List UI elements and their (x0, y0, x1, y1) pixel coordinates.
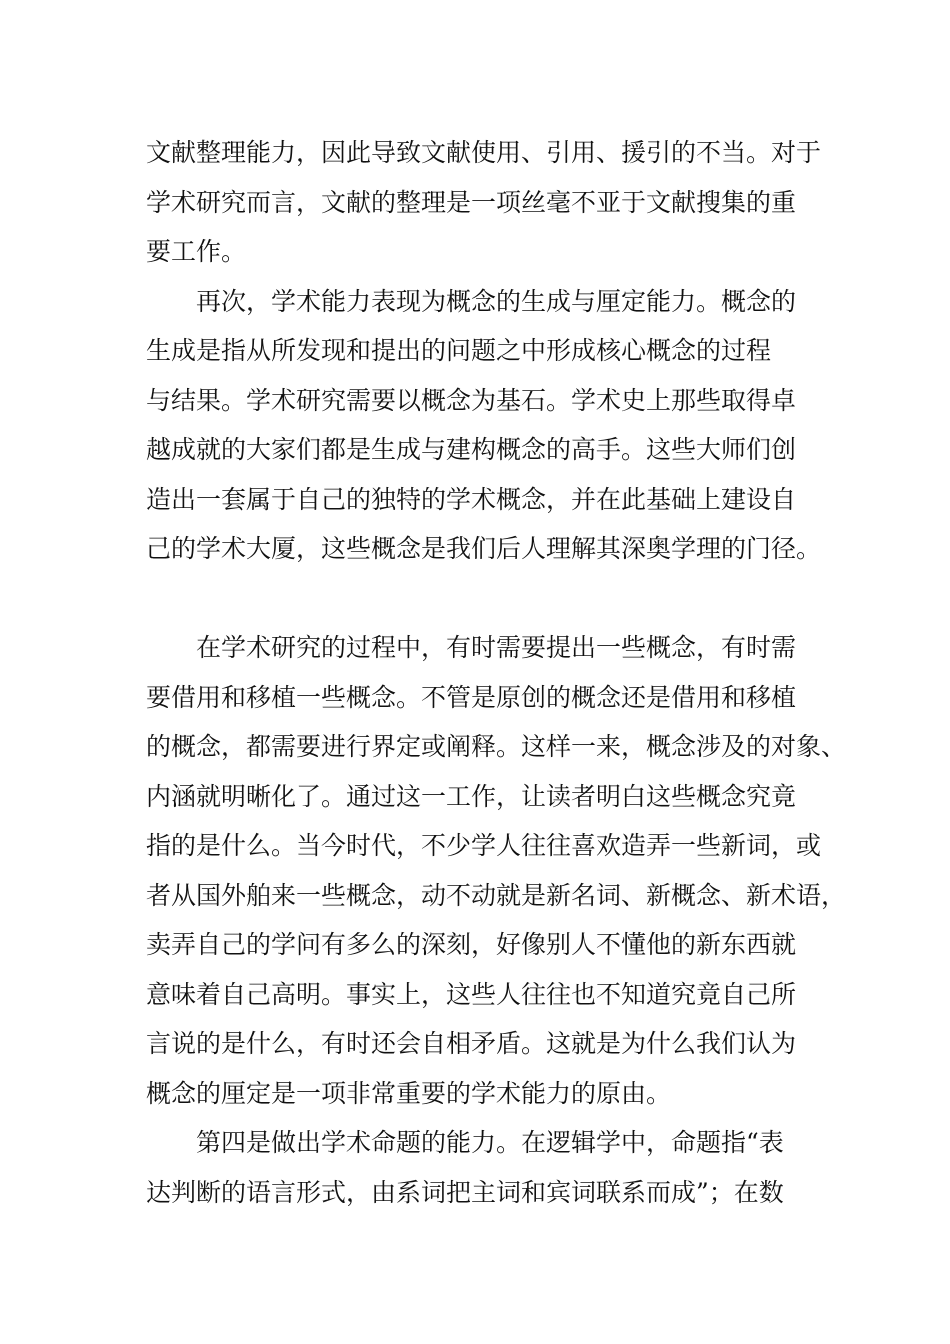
text-line: 第四是做出学术命题的能力。在逻辑学中，命题指“表 (196, 1128, 784, 1157)
paragraph-4 (146, 1118, 826, 1217)
text-line: 文献整理能力，因此导致文献使用、引用、援引的不当。对于 (146, 138, 822, 167)
text-line: 己的学术大厦，这些概念是我们后人理解其深奥学理的门径。 (146, 534, 822, 563)
text-line: 达判断的语言形式，由系词把主词和宾词联系而成”；在数 (146, 1177, 784, 1207)
text-line: 卖弄自己的学问有多么的深刻，好像别人不懂他的新东西就 (146, 930, 797, 959)
text-line: 的概念，都需要进行界定或阐释。这样一来，概念涉及的对象、 (146, 732, 847, 761)
text-line: 言说的是什么，有时还会自相矛盾。这就是为什么我们认为 (146, 1029, 797, 1058)
text-line: 指的是什么。当今时代，不少学人往往喜欢造弄一些新词，或 (146, 831, 822, 860)
text-line: 概念的厘定是一项非常重要的学术能力的原由。 (146, 1078, 672, 1108)
text-line: 要借用和移植一些概念。不管是原创的概念还是借用和移植 (146, 682, 797, 712)
text-line: 造出一套属于自己的独特的学术概念，并在此基础上建设自 (146, 484, 797, 514)
text-line: 内涵就明晰化了。通过这一工作，让读者明白这些概念究竟 (146, 781, 797, 811)
paragraph-3 (146, 623, 847, 1118)
text-line: 者从国外舶来一些概念，动不动就是新名词、新概念、新术语， (146, 880, 847, 910)
text-line: 在学术研究的过程中，有时需要提出一些概念，有时需 (196, 633, 797, 662)
text-line: 生成是指从所发现和提出的问题之中形成核心概念的过程 (146, 336, 772, 365)
paragraph-1 (146, 128, 826, 277)
text-line: 意味着自己高明。事实上，这些人往往也不知道究竟自己所 (146, 979, 797, 1009)
text-line: 越成就的大家们都是生成与建构概念的高手。这些大师们创 (146, 435, 797, 464)
text-line: 要工作。 (146, 237, 247, 266)
paragraph-spacer (146, 574, 826, 624)
text-line: 再次，学术能力表现为概念的生成与厘定能力。概念的 (196, 286, 797, 316)
text-line: 学术研究而言，文献的整理是一项丝毫不亚于文献搜集的重 (146, 187, 797, 217)
paragraph-2 (146, 277, 826, 574)
text-line: 与结果。学术研究需要以概念为基石。学术史上那些取得卓 (146, 385, 797, 415)
document-body (146, 128, 847, 1217)
